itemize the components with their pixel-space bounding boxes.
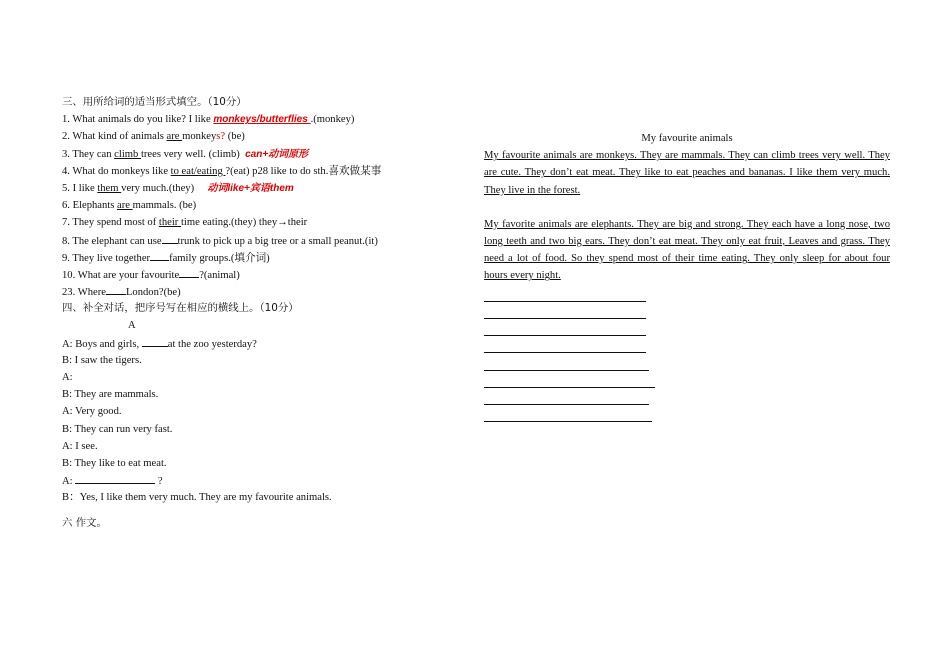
- q3-answer[interactable]: climb: [114, 148, 141, 160]
- dialogue-line-3: A:: [62, 372, 73, 383]
- question-3: [62, 146, 467, 163]
- q1-hint: .(monkey): [310, 114, 355, 126]
- q5-note: 动词like+宾语them: [207, 182, 294, 194]
- dialogue-line-10: B：Yes, I like them very much. They are my favourite animals.: [62, 492, 332, 504]
- q7-text: 7. They spend most of: [62, 217, 159, 229]
- dialogue-label-a: A: [128, 320, 136, 332]
- question-1: [62, 111, 467, 128]
- q6-text: 6. Elephants: [62, 200, 118, 212]
- writing-line[interactable]: [484, 388, 649, 405]
- q10-hint: ?(animal): [199, 269, 240, 281]
- writing-lines: [484, 285, 890, 423]
- dialogue-line-2: B: I saw the tigers.: [62, 354, 142, 366]
- dialogue-line-6: B: They can run very fast.: [62, 423, 173, 435]
- q8-blank[interactable]: [162, 232, 178, 244]
- q3-note: can+动词原形: [245, 148, 309, 160]
- dialogue-1-tail: at the zoo yesterday?: [167, 338, 257, 350]
- q23-text: 23. Where: [62, 287, 106, 299]
- writing-line[interactable]: [484, 319, 646, 336]
- q2-text: 2. What kind of animals: [62, 131, 167, 143]
- arrow-icon: →: [277, 217, 288, 229]
- question-2: [62, 128, 467, 145]
- q5-answer[interactable]: them: [97, 182, 122, 194]
- q2-answer[interactable]: are: [166, 131, 183, 143]
- question-8: [62, 232, 467, 249]
- writing-line[interactable]: [484, 371, 655, 388]
- writing-line[interactable]: [484, 405, 652, 422]
- writing-line[interactable]: [484, 285, 646, 302]
- section-3-heading: 三、用所给词的适当形式填空。（10分）: [62, 96, 247, 108]
- dialogue-line-8: B: They like to eat meat.: [62, 457, 167, 469]
- q23-hint: London?(be): [125, 287, 181, 299]
- essay-paragraph-2: My favorite animals are elephants. They are big and strong. They each have a long nose, two long teeth and two big ears. They don’t eat meat. They only eat fruit, Leaves and grass. They need a lot of food. So they spend most of their time eating. They only sleep for about four hours every night.: [484, 218, 890, 282]
- section-4-heading: 四、补全对话，把序号写在相应的横线上。（10分）: [62, 302, 299, 315]
- dialogue-9-blank[interactable]: [75, 472, 155, 484]
- q1-text: 1. What animals do you like? I like: [62, 114, 214, 126]
- essay-title: My favourite animals: [641, 133, 733, 144]
- right-column: [484, 130, 890, 422]
- q3-text: 3. They can: [62, 148, 115, 160]
- dialogue-line-4: B: They are mammals.: [62, 389, 159, 401]
- q9-blank[interactable]: [150, 249, 169, 261]
- dialogue-1-text: A: Boys and girls,: [62, 338, 142, 350]
- question-6: [62, 197, 467, 214]
- question-4: [62, 163, 467, 180]
- left-column: [62, 94, 467, 532]
- q8-hint: trunk to pick up a big tree or a small peanut.(it): [177, 235, 378, 247]
- question-7: [62, 214, 467, 231]
- writing-line[interactable]: [484, 353, 649, 370]
- q3-hint: trees very well. (climb): [140, 148, 240, 160]
- q6-answer[interactable]: are: [117, 200, 133, 212]
- dialogue-9-tail: ?: [155, 476, 163, 488]
- q9-hint: family groups.(填介词): [169, 252, 270, 264]
- dialogue-line-5: A: Very good.: [62, 406, 122, 418]
- question-23: [62, 283, 467, 300]
- q10-blank[interactable]: [179, 266, 199, 278]
- dialogue-line-9: [62, 472, 467, 489]
- dialogue-9-text: A:: [62, 476, 76, 488]
- question-10: [62, 266, 467, 283]
- dialogue-line-7: A: I see.: [62, 440, 98, 452]
- q7-answer[interactable]: their: [158, 217, 181, 229]
- q1-answer[interactable]: monkeys/butterflies: [213, 114, 311, 126]
- dialogue-line-1: [62, 335, 467, 352]
- q10-text: 10. What are your favourite: [62, 269, 180, 281]
- q6-hint: mammals. (be): [132, 200, 197, 212]
- q4-hint: ?(eat) p28 like to do sth.喜欢做某事: [225, 165, 382, 177]
- q2-question-mark: ?: [220, 131, 226, 143]
- section-6-heading: 六 作文。: [62, 516, 107, 529]
- question-5: [62, 180, 467, 197]
- essay-paragraph-1: My favourite animals are monkeys. They are mammals. They can climb trees very well. They are cute. They don’t eat meat. They like to eat peaches and bananas. I like them very much. They live in the forest.: [484, 150, 890, 196]
- q8-text: 8. The elephant can use: [62, 235, 162, 247]
- q5-hint: very much.(they): [121, 182, 195, 194]
- q4-answer[interactable]: to eat/eating: [170, 165, 226, 177]
- q9-text: 9. They live together: [62, 252, 151, 264]
- q7-tail: their: [287, 217, 308, 229]
- q4-text: 4. What do monkeys like: [62, 165, 171, 177]
- q5-text: 5. I like: [62, 182, 98, 194]
- q7-hint: time eating.(they) they: [180, 217, 278, 229]
- q23-blank[interactable]: [106, 283, 126, 295]
- q2-word: monkey: [182, 131, 217, 143]
- question-9: [62, 249, 467, 266]
- dialogue-1-blank[interactable]: [142, 335, 168, 347]
- writing-line[interactable]: [484, 336, 646, 353]
- q2-plural-s: s: [216, 131, 221, 143]
- q2-hint: (be): [225, 131, 245, 143]
- writing-line[interactable]: [484, 302, 646, 319]
